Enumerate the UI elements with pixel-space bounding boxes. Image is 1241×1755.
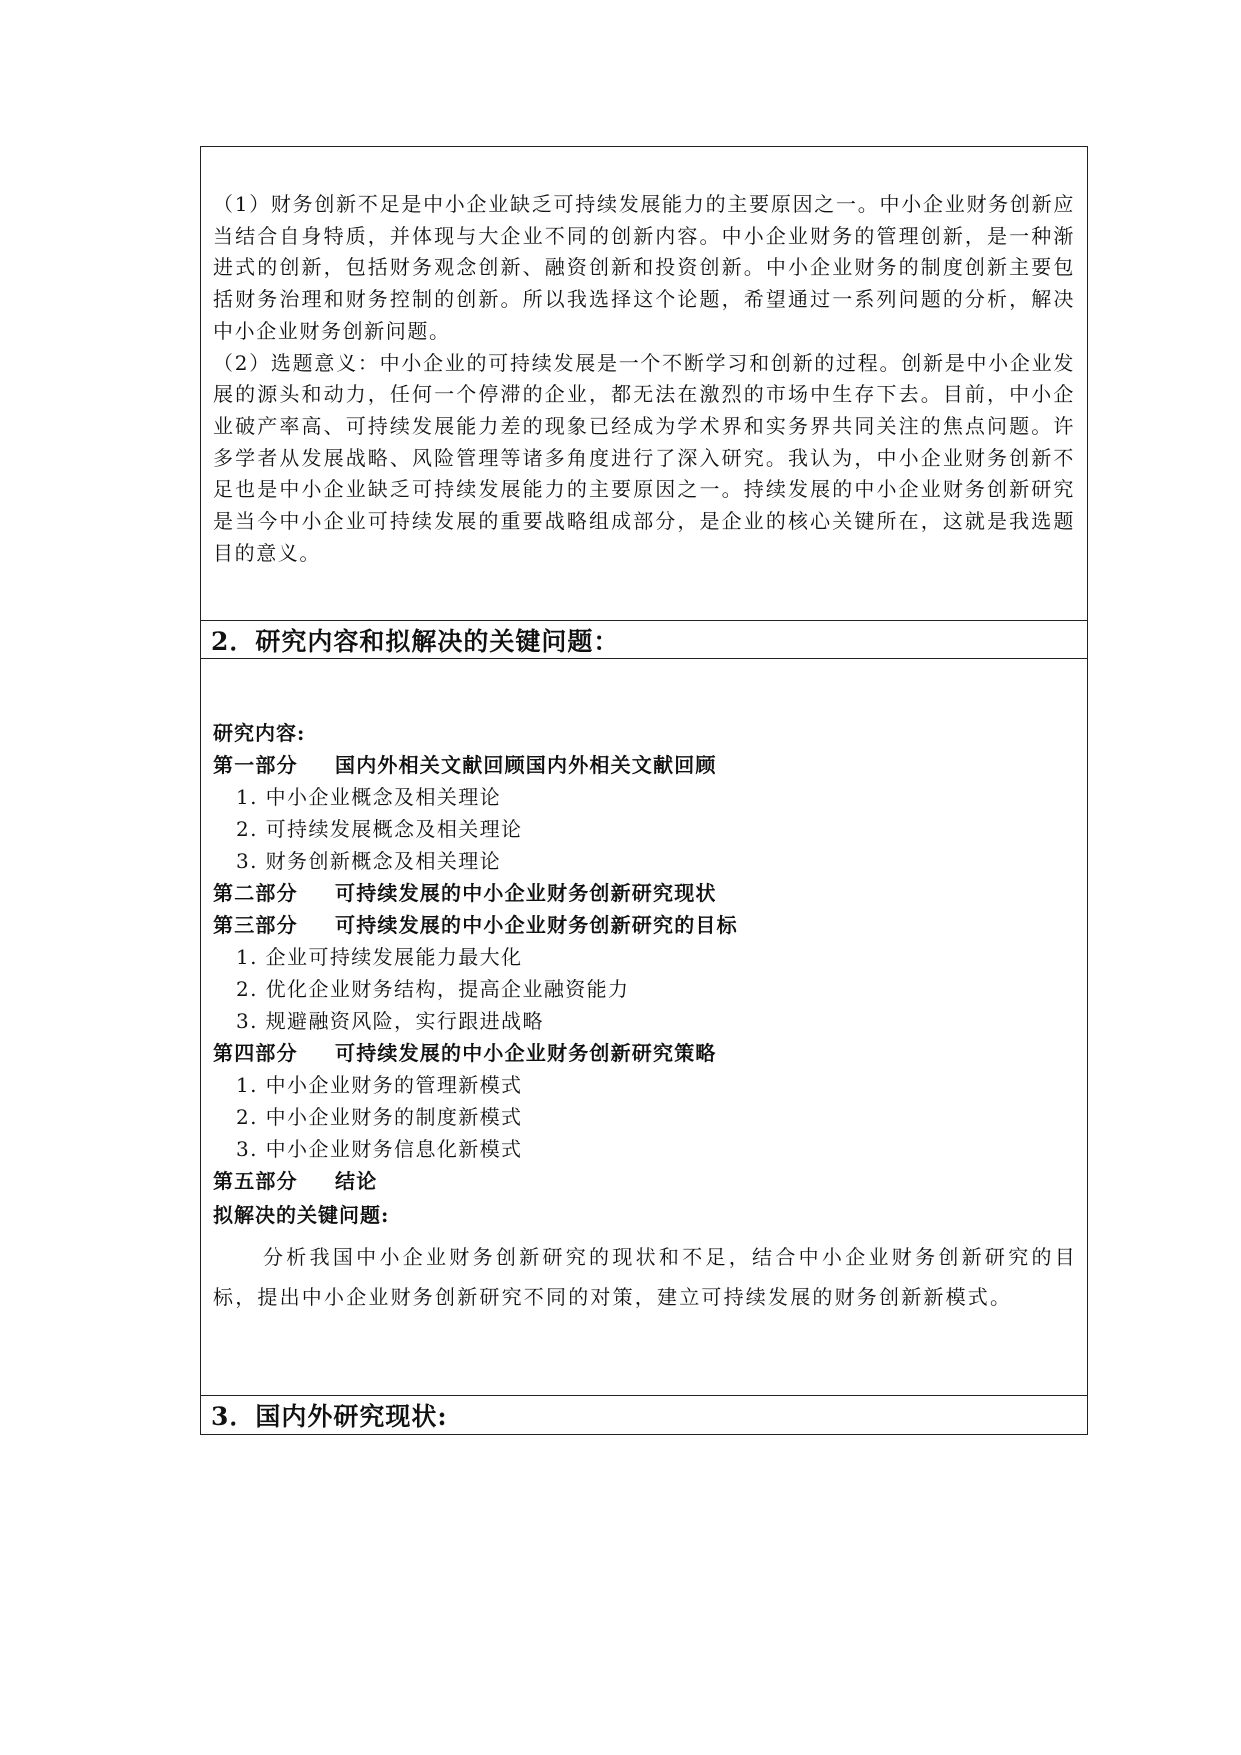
list-item: 1. 企业可持续发展能力最大化 [236,945,523,969]
list-item: 1. 中小企业概念及相关理论 [236,785,502,809]
part-heading [213,749,1077,781]
list-item: 3. 规避融资风险，实行跟进战略 [236,1009,544,1033]
part-title: 可持续发展的中小企业财务创新研究现状 [335,881,717,905]
research-content-label: 研究内容: [213,721,306,745]
part-heading [213,877,1077,909]
intro-paragraph-1: （1）财务创新不足是中小企业缺乏可持续发展能力的主要原因之一。中小企业财务创新应当结合自身特质，并体现与大企业不同的创新内容。中小企业财务的管理创新，是一种渐进式的创新，包括财务观念创新、融资创新和投资创新。中小企业财务的制度创新主要包括财务治理和财务控制的创新。所以我选择这个论题，希望通过一系列问题的分析，解决中小企业财务创新问题。 [213,192,1075,343]
list-item: 3. 中小企业财务信息化新模式 [236,1137,523,1161]
research-content-cell [201,659,1087,1396]
part-title: 结论 [335,1169,378,1193]
part-title: 可持续发展的中小企业财务创新研究的目标 [335,913,738,937]
section-3-heading-cell [201,1396,1087,1434]
section-2-heading: 2．研究内容和拟解决的关键问题： [211,626,620,656]
proposal-table [200,146,1088,1435]
section-3-heading: 3．国内外研究现状: [211,1402,448,1431]
key-problems-label: 拟解决的关键问题: [213,1203,390,1227]
part-number: 第五部分 [213,1169,298,1193]
part-title: 国内外相关文献回顾国内外相关文献回顾 [335,753,717,777]
part-heading [213,1165,1077,1197]
list-item: 2. 优化企业财务结构，提高企业融资能力 [236,977,630,1001]
list-item: 3. 财务创新概念及相关理论 [236,849,502,873]
part-heading [213,1037,1077,1069]
part-heading [213,909,1077,941]
intro-cell [201,147,1087,621]
list-item: 1. 中小企业财务的管理新模式 [236,1073,523,1097]
part-number: 第二部分 [213,881,298,905]
part-number: 第三部分 [213,913,298,937]
part-title: 可持续发展的中小企业财务创新研究策略 [335,1041,717,1065]
intro-paragraph-2: （2）选题意义：中小企业的可持续发展是一个不断学习和创新的过程。创新是中小企业发展的源头和动力，任何一个停滞的企业，都无法在激烈的市场中生存下去。目前，中小企业破产率高、可持续发展能力差的现象已经成为学术界和实务界共同关注的焦点问题。许多学者从发展战略、风险管理等诸多角度进行了深入研究。我认为，中小企业财务创新不足也是中小企业缺乏可持续发展能力的主要原因之一。持续发展的中小企业财务创新研究是当今中小企业可持续发展的重要战略组成部分，是企业的核心关键所在，这就是我选题目的意义。 [213,350,1075,565]
list-item: 2. 中小企业财务的制度新模式 [236,1105,523,1129]
part-number: 第一部分 [213,753,298,777]
list-item: 2. 可持续发展概念及相关理论 [236,817,523,841]
part-number: 第四部分 [213,1041,298,1065]
section-2-heading-cell [201,621,1087,659]
key-problems-paragraph: 分析我国中小企业财务创新研究的现状和不足，结合中小企业财务创新研究的目标，提出中小企业财务创新研究不同的对策，建立可持续发展的财务创新新模式。 [213,1245,1077,1309]
